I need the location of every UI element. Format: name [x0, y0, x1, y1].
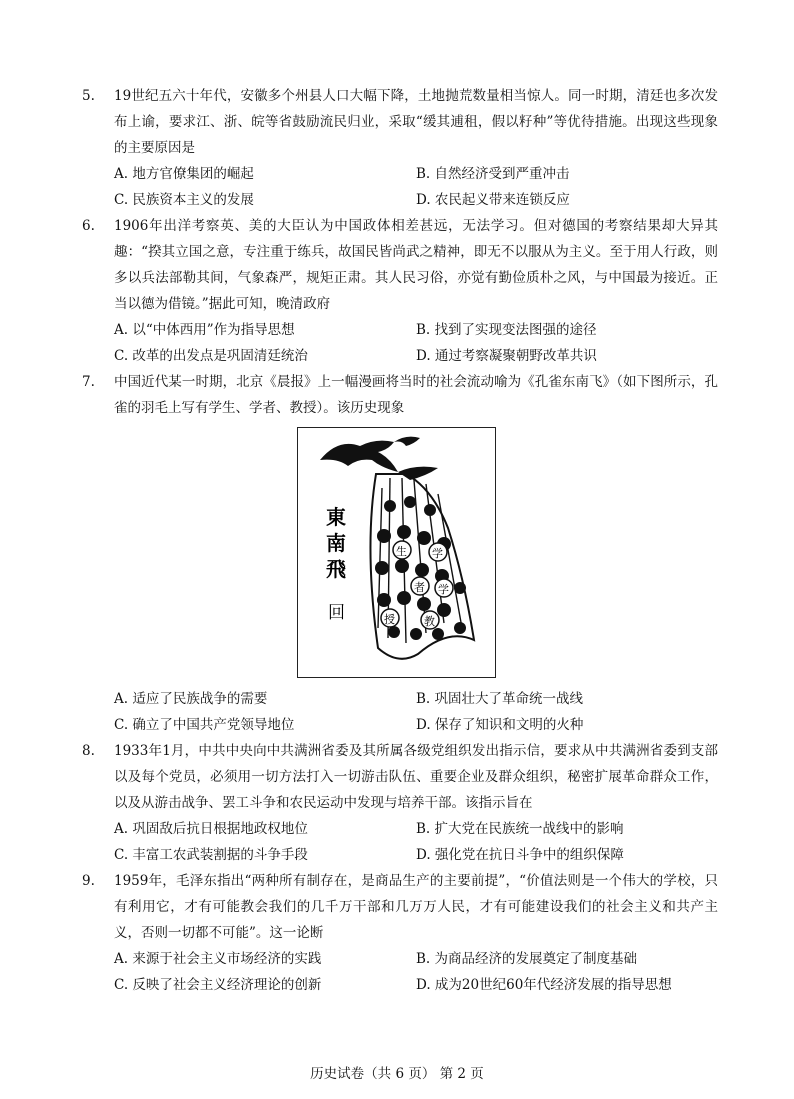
option-c[interactable]: C. 丰富工农武装割据的斗争手段 — [114, 847, 308, 863]
option-c[interactable]: C. 改革的出发点是巩固清廷统治 — [114, 348, 308, 364]
question-number: 5. — [82, 88, 95, 104]
question-stem: 1906年出洋考察英、美的大臣认为中国政体相差甚远，无法学习。但对德国的考察结果却大异其趣：“揆其立国之意，专注重于练兵，故国民皆尚武之精神，即无不以服从为主义。至于用人行政，则多以兵法部勒其间，气象森严，规矩正肃。其人民习俗，亦觉有勤俭质朴之风，与中国最为接近。正当以德为借镜。”据此可知，晚清政府 — [114, 218, 718, 312]
question-stem: 19世纪五六十年代，安徽多个州县人口大幅下降，土地抛荒数量相当惊人。同一时期，清廷也多次发布上谕，要求江、浙、皖等省鼓励流民归业，采取“缓其逋租，假以籽种”等优待措施。出现这些现象的主要原因是 — [114, 88, 718, 156]
cartoon-char: 飛 — [326, 557, 346, 581]
option-b[interactable]: B. 自然经济受到严重冲击 — [416, 166, 570, 182]
question-number: 7. — [82, 374, 95, 390]
feather-word: 授 — [384, 613, 395, 626]
cartoon-seal: 回 — [328, 603, 345, 623]
peacock-icon — [298, 428, 494, 676]
option-a[interactable]: A. 来源于社会主义市场经济的实践 — [114, 951, 322, 967]
question-7-options — [82, 686, 718, 738]
question-number: 6. — [82, 218, 95, 234]
options — [114, 161, 718, 213]
option-b[interactable]: B. 巩固壮大了革命统一战线 — [416, 691, 584, 707]
option-d[interactable]: D. 成为20世纪60年代经济发展的指导思想 — [416, 977, 672, 993]
option-c[interactable]: C. 确立了中国共产党领导地位 — [114, 717, 295, 733]
question-7 — [82, 369, 718, 421]
feather-word: 者 — [414, 581, 425, 594]
options — [114, 686, 718, 738]
option-d[interactable]: D. 强化党在抗日斗争中的组织保障 — [416, 847, 624, 863]
peacock-cartoon — [297, 427, 496, 678]
cartoon-char: 東 — [326, 505, 346, 529]
options — [114, 946, 718, 998]
option-d[interactable]: D. 农民起义带来连锁反应 — [416, 192, 570, 208]
question-8 — [82, 738, 718, 868]
feather-word: 教 — [424, 615, 435, 628]
options — [114, 816, 718, 868]
option-b[interactable]: B. 扩大党在民族统一战线中的影响 — [416, 821, 624, 837]
feather-word: 生 — [396, 545, 407, 558]
question-5 — [82, 83, 718, 213]
option-b[interactable]: B. 找到了实现变法图强的途径 — [416, 322, 597, 338]
options — [114, 317, 718, 369]
option-a[interactable]: A. 适应了民族战争的需要 — [114, 691, 268, 707]
question-stem: 1933年1月，中共中央向中共满洲省委及其所属各级党组织发出指示信，要求从中共满洲省委到支部以及每个党员，必须用一切方法打入一切游击队伍、重要企业及群众组织，秘密扩展革命群众工作，以及从游击战争、罢工斗争和农民运动中发现与培养干部。该指示旨在 — [114, 743, 718, 811]
option-d[interactable]: D. 通过考察凝聚朝野改革共识 — [416, 348, 597, 364]
feather-word: 学 — [432, 547, 443, 560]
cartoon-char: 南 — [326, 531, 346, 555]
feather-word: 学 — [438, 583, 449, 596]
option-c[interactable]: C. 反映了社会主义经济理论的创新 — [114, 977, 322, 993]
option-a[interactable]: A. 巩固敌后抗日根据地政权地位 — [114, 821, 308, 837]
option-d[interactable]: D. 保存了知识和文明的火种 — [416, 717, 584, 733]
option-a[interactable]: A. 地方官僚集团的崛起 — [114, 166, 254, 182]
question-6 — [82, 213, 718, 369]
question-stem: 1959年，毛泽东指出“两种所有制存在，是商品生产的主要前提”，“价值法则是一个伟大的学校，只有利用它，才有可能教会我们的几千万干部和几万万人民，才有可能建设我们的社会主义和共产主义，否则一切都不可能”。这一论断 — [114, 873, 718, 941]
question-number: 8. — [82, 743, 95, 759]
option-a[interactable]: A. 以“中体西用”作为指导思想 — [114, 322, 295, 338]
question-9 — [82, 868, 718, 998]
option-c[interactable]: C. 民族资本主义的发展 — [114, 192, 254, 208]
question-number: 9. — [82, 873, 95, 889]
option-b[interactable]: B. 为商品经济的发展奠定了制度基础 — [416, 951, 638, 967]
question-stem: 中国近代某一时期，北京《晨报》上一幅漫画将当时的社会流动喻为《孔雀东南飞》（如下图所示，孔雀的羽毛上写有学生、学者、教授）。该历史现象 — [114, 374, 718, 416]
page-footer: 历史试卷（共 6 页） 第 2 页 — [310, 1066, 484, 1082]
